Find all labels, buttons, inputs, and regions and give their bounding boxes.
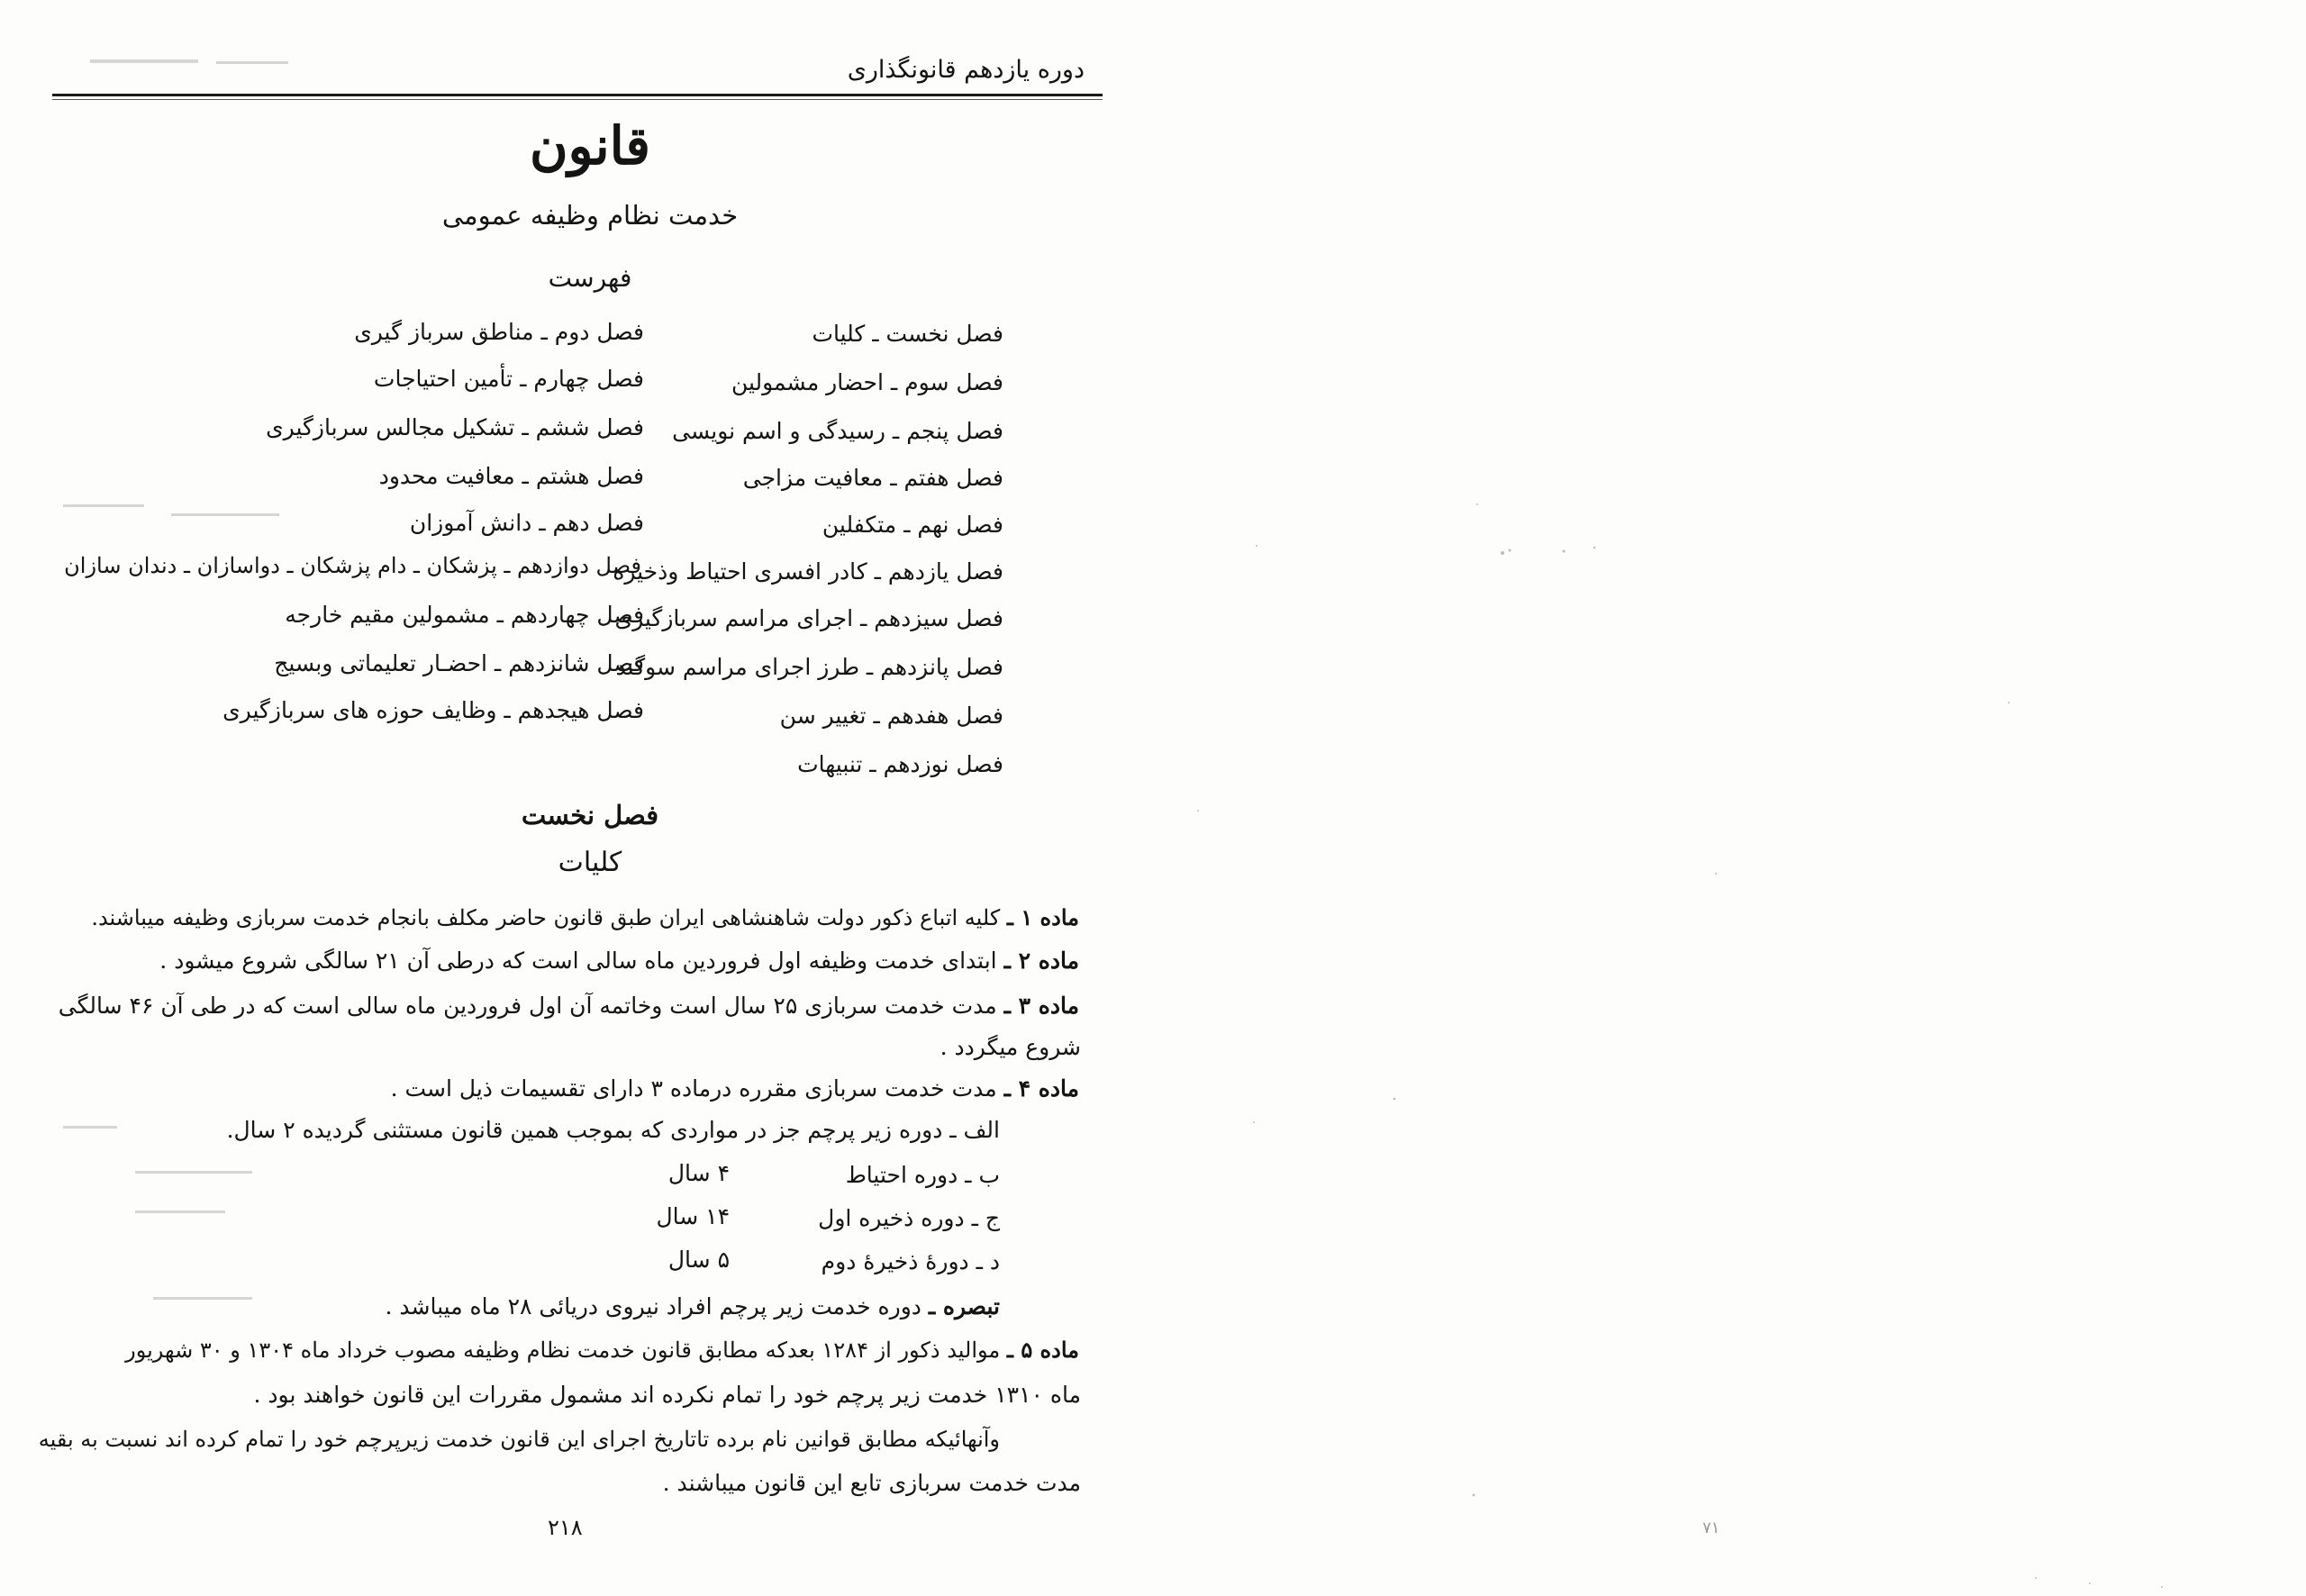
article-text: ابتدای خدمت وظیفه اول فروردین ماه سالی است که درطی آن ۲۱ سالگی شروع میشود . <box>159 948 997 974</box>
article-text: موالید ذکور از ۱۲۸۴ بعدکه مطابق قانون خدمت نظام وظیفه مصوب خرداد ماه ۱۳۰۴ و ۳۰ شهریور <box>125 1338 1001 1363</box>
toc-item: فصل هشتم ـ معافیت محدود <box>378 463 644 489</box>
toc-item: فصل پنجم ـ رسیدگی و اسم نویسی <box>672 418 1003 444</box>
toc-item: فصل یازدهم ـ کادر افسری احتیاط وذخیره <box>613 558 1003 585</box>
tabsare-label: تبصره ـ <box>928 1293 1000 1319</box>
toc-item: فصل ششم ـ تشکیل مجالس سربازگیری <box>266 414 644 440</box>
toc-item: فصل سیزدهم ـ اجرای مراسم سربازگیری <box>614 605 1003 631</box>
article-5-line-4: مدت خدمت سربازی تابع این قانون میباشند . <box>662 1470 1081 1496</box>
page-number: ۲۱۸ <box>548 1515 583 1540</box>
toc-item: فصل چهاردهم ـ مشمولین مقیم خارجه <box>285 602 644 628</box>
chapter-subtitle: کلیات <box>558 847 622 878</box>
article-label: ماده ۳ ـ <box>1003 993 1079 1019</box>
toc-item: فصل پانزدهم ـ طرز اجرای مراسم سوگند <box>615 654 1003 680</box>
period-value: ۴ سال <box>667 1160 730 1186</box>
page-header-title: دوره یازدهم قانونگذاری <box>847 56 1085 84</box>
article-text: مدت خدمت سربازی ۲۵ سال است وخاتمه آن اول فروردین ماه سالی است که در طی آن ۴۶ سالگی <box>58 993 997 1019</box>
toc-item: فصل دهم ـ دانش آموزان <box>409 510 644 536</box>
toc-item: فصل سوم ـ احضار مشمولین <box>731 369 1003 395</box>
article-label: ماده ۲ ـ <box>1003 948 1079 974</box>
article-5-line-3: وآنهائیکه مطابق قوانین نام برده تاتاریخ اجرای این قانون خدمت زیرپرچم خود را تمام کرده اند نسبت به بقیه <box>38 1427 1000 1452</box>
toc-item: فصل چهارم ـ تأمین احتیاجات <box>373 366 644 392</box>
toc-title: فهرست <box>548 263 632 293</box>
article-text: مدت خدمت سربازی مقرره درماده ۳ دارای تقسیمات ذیل است . <box>390 1075 997 1102</box>
chapter-title: فصل نخست <box>521 800 659 830</box>
article-3-continued: شروع میگردد . <box>940 1034 1081 1060</box>
toc-item: فصل نوزدهم ـ تنبیهات <box>797 751 1003 777</box>
law-title: قانون <box>529 115 651 177</box>
article-5-line-2: ماه ۱۳۱۰ خدمت زیر پرچم خود را تمام نکرده اند مشمول مقررات این قانون خواهند بود . <box>253 1382 1081 1408</box>
article-label: ماده ۴ ـ <box>1003 1075 1079 1102</box>
article-label: ماده ۱ ـ <box>1006 904 1079 930</box>
article-4-alef: الف ـ دوره زیر پرچم جز در مواردی که بموجب همین قانون مستثنی گردیده ۲ سال. <box>226 1117 1000 1143</box>
toc-item: فصل نهم ـ متکفلین <box>822 512 1003 538</box>
toc-item: فصل دوازدهم ـ پزشکان ـ دام پزشکان ـ دواسازان ـ دندان سازان <box>64 553 641 578</box>
page-number-faint: ۷۱ <box>1702 1519 1720 1537</box>
period-label: د ـ دورهٔ ذخیرهٔ دوم <box>821 1248 1000 1274</box>
toc-item: فصل هیجدهم ـ وظایف حوزه های سربازگیری <box>222 697 644 723</box>
period-value: ۵ سال <box>667 1247 730 1273</box>
toc-item: فصل نخست ـ کلیات <box>812 321 1003 347</box>
toc-item: فصل شانزدهم ـ احضـار تعلیماتی وبسیج <box>274 650 644 676</box>
article-label: ماده ۵ ـ <box>1006 1337 1079 1363</box>
period-label: ج ـ دوره ذخیره اول <box>818 1205 1000 1231</box>
toc-item: فصل هفتم ـ معافیت مزاجی <box>742 465 1003 491</box>
tabsare-text: دوره خدمت زیر پرچم افراد نیروی دریائی ۲۸ ماه میباشد . <box>385 1293 921 1319</box>
toc-item: فصل هفدهم ـ تغییر سن <box>779 703 1003 729</box>
period-value: ۱۴ سال <box>656 1203 730 1229</box>
period-label: ب ـ دوره احتیاط <box>845 1162 1000 1188</box>
article-text: کلیه اتباع ذکور دولت شاهنشاهی ایران طبق قانون حاضر مکلف بانجام خدمت سربازی وظیفه میباشند. <box>91 905 1001 930</box>
law-subtitle: خدمت نظام وظیفه عمومی <box>441 200 739 231</box>
toc-item: فصل دوم ـ مناطق سرباز گیری <box>354 319 644 345</box>
